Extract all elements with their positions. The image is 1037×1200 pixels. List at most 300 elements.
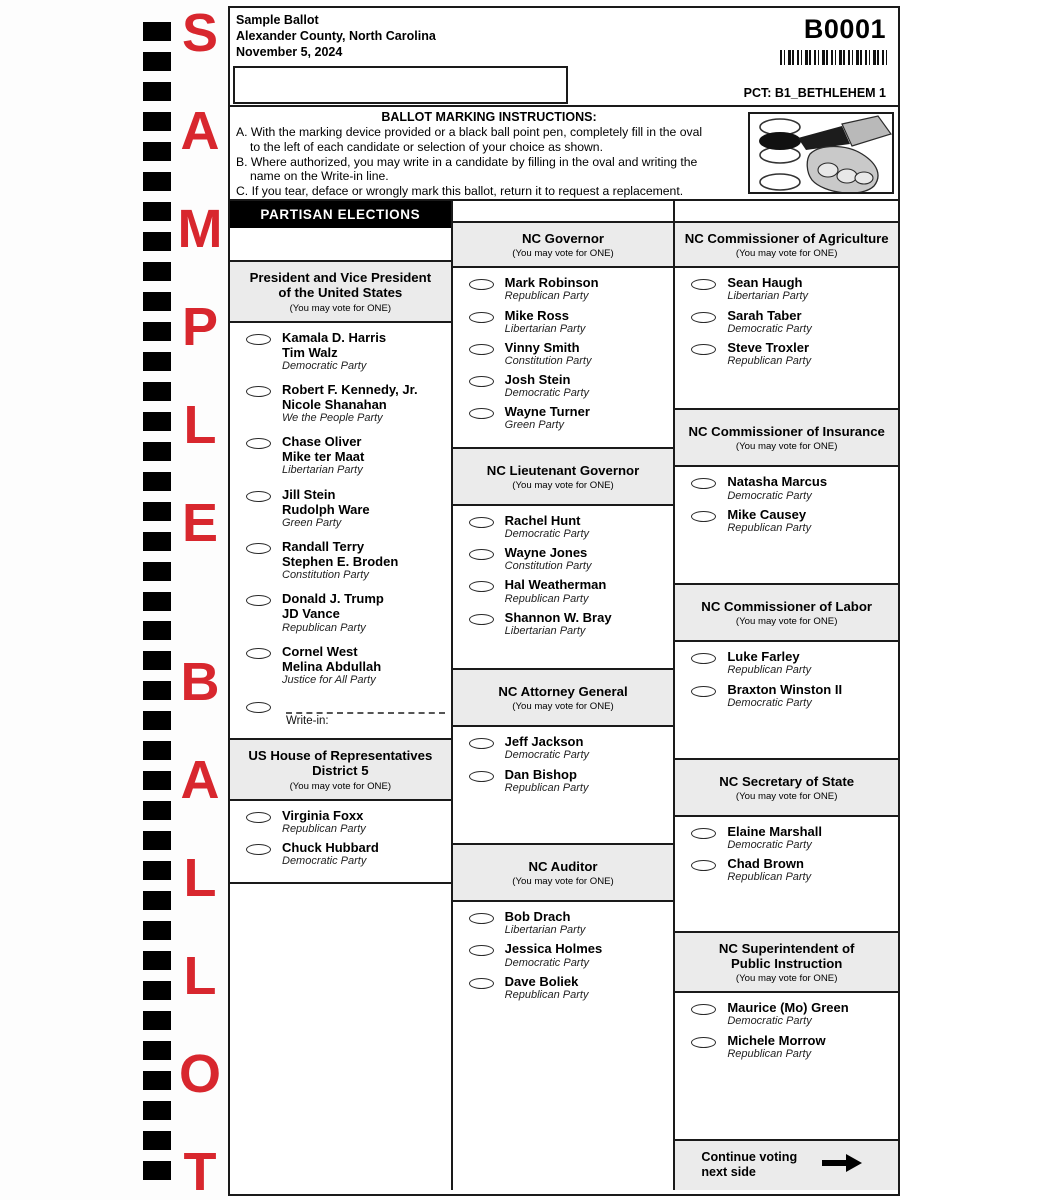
vote-oval[interactable]	[469, 581, 494, 592]
timing-mark	[143, 1131, 171, 1150]
choice-row[interactable]	[675, 308, 898, 336]
vote-oval[interactable]	[469, 344, 494, 355]
choice-row[interactable]	[453, 308, 674, 336]
ballot-column-2	[453, 201, 676, 1190]
sample-ballot-watermark	[172, 3, 228, 1200]
vote-oval[interactable]	[691, 511, 716, 522]
contest-us-house-subtitle: (You may vote for ONE)	[289, 780, 392, 792]
vote-oval[interactable]	[469, 913, 494, 924]
instruction-c-main: C. If you tear, deface or wrongly mark this ballot, return it to request a replacement.	[236, 184, 684, 199]
header-title-line3: November 5, 2024	[236, 45, 343, 59]
choice-row[interactable]	[453, 767, 674, 795]
vote-oval[interactable]	[691, 1004, 716, 1015]
contest-nc-attorney-general-subtitle: (You may vote for ONE)	[512, 701, 614, 713]
choice-row[interactable]	[453, 340, 674, 368]
choice-row[interactable]	[230, 539, 451, 582]
candidate-name: Jessica Holmes	[504, 941, 603, 957]
candidate-names	[505, 610, 668, 638]
candidate-name: Jeff Jackson	[504, 734, 584, 750]
vote-oval[interactable]	[691, 478, 716, 489]
candidate-names	[727, 308, 892, 336]
choice-row[interactable]	[230, 330, 451, 373]
candidate-party: Justice for All Party	[282, 673, 376, 686]
candidate-names	[505, 545, 668, 573]
watermark-letter: M	[177, 199, 223, 259]
candidate-party: Libertarian Party	[504, 924, 586, 937]
candidate-name: Sarah Taber	[727, 307, 802, 323]
candidate-name: Dave Boliek	[504, 973, 579, 989]
candidate-names	[505, 941, 668, 969]
vote-oval[interactable]	[691, 344, 716, 355]
continue-voting-line2: next side	[701, 1165, 756, 1180]
timing-mark	[143, 592, 171, 611]
vote-oval[interactable]	[469, 738, 494, 749]
candidate-party: Constitution Party	[504, 354, 592, 367]
timing-mark	[143, 22, 171, 41]
candidate-names	[505, 577, 668, 605]
candidate-names	[282, 591, 445, 634]
choice-row[interactable]	[453, 610, 674, 638]
vote-oval[interactable]	[691, 686, 716, 697]
timing-mark	[143, 921, 171, 940]
choice-row[interactable]	[453, 275, 674, 303]
candidate-party: Republican Party	[282, 822, 366, 835]
instructions-title: BALLOT MARKING INSTRUCTIONS:	[381, 110, 597, 124]
watermark-letter: L	[183, 847, 217, 908]
candidate-names	[727, 856, 892, 884]
candidate-party: Republican Party	[727, 521, 812, 534]
candidate-name: Mike Ross	[504, 307, 569, 323]
ballot-id: B0001	[803, 14, 886, 44]
choice-row[interactable]	[230, 591, 451, 634]
candidate-name: Sean Haugh	[727, 275, 803, 291]
choice-row[interactable]	[675, 275, 898, 303]
candidate-party: Republican Party	[504, 988, 589, 1001]
running-mate-name: JD Vance	[282, 606, 340, 622]
candidate-name: Rachel Hunt	[504, 512, 581, 528]
running-mate-name: Tim Walz	[282, 344, 338, 360]
timing-mark	[143, 981, 171, 1000]
candidate-names	[282, 808, 445, 836]
vote-oval[interactable]	[246, 334, 271, 345]
candidate-names	[282, 487, 445, 530]
contest-us-house-header	[230, 740, 451, 801]
contest-nc-labor-title: NC Commissioner of Labor	[701, 598, 873, 614]
contest-nc-insurance	[675, 410, 898, 585]
banner-spacer	[230, 228, 451, 262]
timing-mark	[143, 1041, 171, 1060]
candidate-names	[727, 275, 892, 303]
candidate-party: Democratic Party	[727, 489, 812, 502]
candidate-party: Democratic Party	[727, 696, 812, 709]
candidate-names	[282, 539, 445, 582]
contest-nc-labor-choices	[675, 642, 898, 758]
timing-mark	[143, 621, 171, 640]
timing-mark	[143, 951, 171, 970]
timing-mark	[143, 262, 171, 281]
header-title-line1: Sample Ballot	[236, 13, 319, 27]
candidate-name: Braxton Winston II	[727, 681, 843, 697]
choice-row[interactable]	[675, 856, 898, 884]
timing-mark	[143, 352, 171, 371]
contest-nc-insurance-choices	[675, 467, 898, 583]
timing-mark	[143, 831, 171, 850]
ballot-header	[230, 8, 898, 107]
continue-voting-text	[701, 1150, 797, 1181]
vote-oval[interactable]	[246, 702, 271, 713]
timing-mark	[143, 442, 171, 461]
candidate-names	[282, 644, 445, 687]
candidate-name: Chad Brown	[727, 856, 804, 872]
candidate-names	[505, 734, 668, 762]
vote-oval[interactable]	[691, 653, 716, 664]
candidate-party: Democratic Party	[504, 749, 590, 762]
candidate-party: Green Party	[504, 419, 564, 432]
contest-nc-governor-subtitle: (You may vote for ONE)	[512, 248, 614, 260]
vote-oval[interactable]	[246, 543, 271, 554]
timing-mark	[143, 292, 171, 311]
candidate-names	[505, 404, 668, 432]
candidate-names	[727, 1000, 892, 1028]
vote-oval[interactable]	[691, 312, 716, 323]
candidate-names	[505, 974, 668, 1002]
contest-president-subtitle: (You may vote for ONE)	[289, 302, 392, 314]
contest-nc-governor-choices	[453, 268, 674, 446]
candidate-name: Kamala D. Harris	[282, 329, 387, 345]
contest-nc-labor-subtitle: (You may vote for ONE)	[735, 616, 838, 628]
timing-mark	[143, 52, 171, 71]
contest-nc-lt-governor-header	[453, 449, 674, 506]
choice-row[interactable]	[675, 682, 898, 710]
candidate-party: Libertarian Party	[727, 290, 809, 303]
timing-mark	[143, 502, 171, 521]
contest-nc-auditor-title: NC Auditor	[528, 858, 598, 874]
contest-nc-secretary-of-state-subtitle: (You may vote for ONE)	[735, 791, 838, 803]
candidate-names	[505, 513, 668, 541]
contest-nc-attorney-general-choices	[453, 727, 674, 843]
contest-nc-agriculture-title: NC Commissioner of Agriculture	[684, 231, 889, 246]
vote-oval[interactable]	[469, 945, 494, 956]
vote-oval[interactable]	[469, 312, 494, 323]
contest-nc-insurance-title: NC Commissioner of Insurance	[688, 424, 885, 440]
timing-mark	[143, 142, 171, 161]
candidate-name: Josh Stein	[504, 372, 571, 388]
contest-us-house-title-line2: District 5	[312, 763, 369, 779]
write-in-row[interactable]	[230, 696, 451, 728]
candidate-names	[727, 340, 892, 368]
barcode-icon	[780, 50, 888, 65]
timing-mark	[143, 861, 171, 880]
partisan-elections-banner: PARTISAN ELECTIONS	[230, 201, 451, 228]
ballot-column-3	[675, 201, 898, 1190]
candidate-name: Chase Oliver	[282, 434, 362, 450]
candidate-party: We the People Party	[282, 412, 383, 425]
candidate-party: Democratic Party	[727, 839, 812, 852]
candidate-name: Elaine Marshall	[727, 824, 822, 840]
vote-oval[interactable]	[469, 549, 494, 560]
timing-marks	[143, 22, 171, 1180]
candidate-party: Republican Party	[727, 871, 812, 884]
contest-nc-auditor	[453, 845, 674, 1016]
column3-top-spacer	[675, 201, 898, 223]
vote-oval[interactable]	[469, 408, 494, 419]
vote-oval[interactable]	[246, 844, 271, 855]
contest-nc-agriculture-choices	[675, 268, 898, 408]
timing-mark	[143, 232, 171, 251]
choice-row[interactable]	[675, 1000, 898, 1028]
candidate-party: Republican Party	[727, 354, 812, 367]
candidate-names	[505, 308, 668, 336]
choice-row[interactable]	[675, 649, 898, 677]
write-in-label: Write-in:	[286, 715, 329, 728]
contest-nc-labor-header	[675, 585, 898, 642]
ballot-sheet	[228, 6, 900, 1196]
continue-voting-footer	[675, 1139, 898, 1190]
candidate-party: Constitution Party	[282, 569, 369, 582]
choice-row[interactable]	[230, 840, 451, 868]
timing-mark	[143, 532, 171, 551]
vote-oval[interactable]	[691, 279, 716, 290]
timing-mark	[143, 1161, 171, 1180]
candidate-name: Mark Robinson	[504, 275, 599, 291]
choice-row[interactable]	[453, 577, 674, 605]
timing-mark	[143, 741, 171, 760]
candidate-names	[727, 682, 892, 710]
timing-mark	[143, 112, 171, 131]
candidate-names	[505, 909, 668, 937]
contest-us-house-choices	[230, 801, 451, 883]
vote-oval[interactable]	[246, 648, 271, 659]
contest-us-house-title-line1: US House of Representatives	[248, 748, 433, 764]
vote-oval[interactable]	[469, 517, 494, 528]
contest-nc-secretary-of-state-title: NC Secretary of State	[719, 773, 855, 789]
running-mate-name: Mike ter Maat	[282, 449, 365, 465]
instruction-b-cont: name on the Write-in line.	[250, 169, 389, 184]
contest-president-choices	[230, 323, 451, 738]
vote-oval[interactable]	[246, 491, 271, 502]
candidate-party: Democratic Party	[504, 387, 590, 400]
vote-oval[interactable]	[469, 614, 494, 625]
contest-president-title-line1: President and Vice President	[249, 270, 432, 285]
ballot-columns	[230, 201, 898, 1190]
vote-oval[interactable]	[691, 860, 716, 871]
timing-mark	[143, 172, 171, 191]
contest-nc-lt-governor	[453, 449, 674, 670]
write-in-line	[286, 712, 445, 714]
contest-nc-governor-header	[453, 223, 674, 268]
contest-nc-auditor-choices	[453, 902, 674, 1016]
vote-oval[interactable]	[469, 376, 494, 387]
contest-nc-lt-governor-title: NC Lieutenant Governor	[486, 462, 640, 478]
candidate-party: Republican Party	[504, 290, 589, 303]
choice-row[interactable]	[230, 382, 451, 425]
vote-oval[interactable]	[691, 1037, 716, 1048]
candidate-names	[505, 372, 668, 400]
running-mate-name: Stephen E. Broden	[282, 554, 399, 570]
choice-row[interactable]	[230, 644, 451, 687]
vote-oval[interactable]	[246, 595, 271, 606]
watermark-letter: S	[181, 3, 219, 63]
contest-president	[230, 262, 451, 740]
candidate-party: Republican Party	[282, 621, 366, 634]
watermark-letter: B	[180, 651, 220, 712]
timing-mark	[143, 801, 171, 820]
candidate-name: Randall Terry	[282, 539, 365, 554]
candidate-names	[505, 340, 668, 368]
choice-row[interactable]	[230, 487, 451, 530]
candidate-party: Green Party	[282, 516, 342, 529]
contest-nc-superintendent	[675, 933, 898, 1075]
contest-nc-lt-governor-subtitle: (You may vote for ONE)	[512, 479, 614, 491]
candidate-party: Republican Party	[727, 664, 812, 677]
timing-mark	[143, 562, 171, 581]
vote-oval[interactable]	[691, 828, 716, 839]
candidate-names	[282, 840, 445, 868]
timing-mark	[143, 681, 171, 700]
contest-nc-agriculture-subtitle: (You may vote for ONE)	[735, 248, 838, 260]
candidate-party: Democratic Party	[282, 855, 367, 867]
choice-row[interactable]	[675, 824, 898, 852]
instruction-b-main: B. Where authorized, you may write in a candidate by filling in the oval and writing the	[236, 154, 698, 169]
candidate-name: Natasha Marcus	[727, 474, 828, 490]
candidate-party: Libertarian Party	[504, 624, 586, 637]
contest-nc-governor	[453, 223, 674, 449]
voter-name-box[interactable]	[233, 66, 568, 104]
candidate-party: Republican Party	[727, 1047, 812, 1060]
contest-nc-superintendent-subtitle: (You may vote for ONE)	[735, 973, 838, 985]
candidate-names	[727, 474, 892, 502]
candidate-name: Jill Stein	[282, 486, 336, 502]
left-margin-strip	[0, 0, 228, 1200]
candidate-name: Wayne Turner	[504, 404, 590, 420]
contest-nc-attorney-general-header	[453, 670, 674, 727]
watermark-letter: L	[183, 945, 217, 1006]
contest-nc-superintendent-title-line1: NC Superintendent of	[718, 940, 855, 956]
vote-oval[interactable]	[246, 812, 271, 823]
candidate-party: Democratic Party	[282, 359, 367, 372]
candidate-party: Democratic Party	[504, 528, 590, 541]
candidate-names	[282, 382, 445, 425]
contest-president-title-line2: of the United States	[278, 285, 403, 301]
candidate-name: Mike Causey	[727, 506, 807, 522]
timing-mark	[143, 711, 171, 730]
timing-mark	[143, 472, 171, 491]
timing-mark	[143, 771, 171, 790]
vote-oval[interactable]	[469, 978, 494, 989]
candidate-names	[727, 824, 892, 852]
candidate-names	[505, 767, 668, 795]
choice-row[interactable]	[453, 372, 674, 400]
choice-row[interactable]	[453, 909, 674, 937]
vote-oval[interactable]	[246, 386, 271, 397]
contest-nc-secretary-of-state	[675, 760, 898, 933]
precinct-label: PCT: B1_BETHLEHEM 1	[743, 86, 886, 100]
contest-nc-agriculture-header	[675, 223, 898, 268]
contest-nc-superintendent-choices	[675, 993, 898, 1075]
choice-row[interactable]	[675, 507, 898, 535]
candidate-name: Donald J. Trump	[282, 591, 384, 607]
timing-mark	[143, 651, 171, 670]
right-arrow-icon	[822, 1153, 862, 1178]
candidate-party: Libertarian Party	[282, 464, 363, 477]
contest-nc-labor	[675, 585, 898, 760]
header-title-line2: Alexander County, North Carolina	[236, 29, 436, 43]
contest-nc-attorney-general-title: NC Attorney General	[498, 684, 628, 700]
contest-nc-secretary-of-state-choices	[675, 817, 898, 931]
vote-oval[interactable]	[246, 438, 271, 449]
candidate-name: Robert F. Kennedy, Jr.	[282, 381, 418, 397]
ballot-column-1	[230, 201, 453, 1190]
candidate-name: Luke Farley	[727, 649, 800, 665]
candidate-party: Republican Party	[504, 781, 589, 794]
candidate-names	[282, 434, 445, 477]
candidate-name: Shannon W. Bray	[504, 609, 612, 625]
contest-nc-insurance-subtitle: (You may vote for ONE)	[735, 441, 838, 453]
watermark-letter: A	[180, 101, 220, 161]
instruction-a-cont: to the left of each candidate or selection of your choice as shown.	[250, 139, 603, 154]
choice-row[interactable]	[453, 545, 674, 573]
candidate-party: Libertarian Party	[504, 322, 586, 335]
ballot-instructions	[230, 107, 898, 201]
vote-oval[interactable]	[469, 279, 494, 290]
timing-mark	[143, 382, 171, 401]
candidate-party: Democratic Party	[727, 322, 812, 335]
write-in-field[interactable]	[286, 712, 445, 728]
contest-nc-lt-governor-choices	[453, 506, 674, 668]
choice-row[interactable]	[453, 734, 674, 762]
contest-nc-auditor-header	[453, 845, 674, 902]
candidate-names	[727, 507, 892, 535]
timing-mark	[143, 1011, 171, 1030]
candidate-name: Dan Bishop	[504, 766, 577, 782]
candidate-name: Maurice (Mo) Green	[727, 1000, 849, 1016]
candidate-party: Republican Party	[504, 592, 589, 605]
candidate-names	[505, 275, 668, 303]
contest-nc-governor-title: NC Governor	[521, 231, 605, 246]
contest-nc-superintendent-header	[675, 933, 898, 994]
timing-mark	[143, 1071, 171, 1090]
candidate-names	[727, 649, 892, 677]
candidate-names	[727, 1033, 892, 1061]
choice-row[interactable]	[675, 340, 898, 368]
choice-row[interactable]	[453, 513, 674, 541]
choice-row[interactable]	[453, 404, 674, 432]
choice-row[interactable]	[230, 808, 451, 836]
vote-oval[interactable]	[469, 771, 494, 782]
contest-nc-auditor-subtitle: (You may vote for ONE)	[512, 876, 614, 888]
watermark-letter: P	[181, 297, 219, 357]
contest-president-header	[230, 262, 451, 323]
choice-row[interactable]	[675, 474, 898, 502]
candidate-name: Steve Troxler	[727, 339, 809, 355]
timing-mark	[143, 322, 171, 341]
choice-row[interactable]	[675, 1033, 898, 1061]
timing-mark	[143, 1101, 171, 1120]
candidate-name: Michele Morrow	[727, 1032, 826, 1048]
choice-row[interactable]	[453, 974, 674, 1002]
contest-nc-insurance-header	[675, 410, 898, 467]
contest-nc-secretary-of-state-header	[675, 760, 898, 817]
candidate-name: Wayne Jones	[504, 545, 588, 561]
choice-row[interactable]	[453, 941, 674, 969]
candidate-name: Vinny Smith	[504, 339, 580, 355]
choice-row[interactable]	[230, 434, 451, 477]
candidate-party: Democratic Party	[727, 1015, 812, 1028]
candidate-name: Virginia Foxx	[282, 807, 364, 823]
contest-nc-superintendent-title-line2: Public Instruction	[730, 955, 843, 971]
timing-mark	[143, 82, 171, 101]
candidate-name: Chuck Hubbard	[282, 839, 379, 855]
